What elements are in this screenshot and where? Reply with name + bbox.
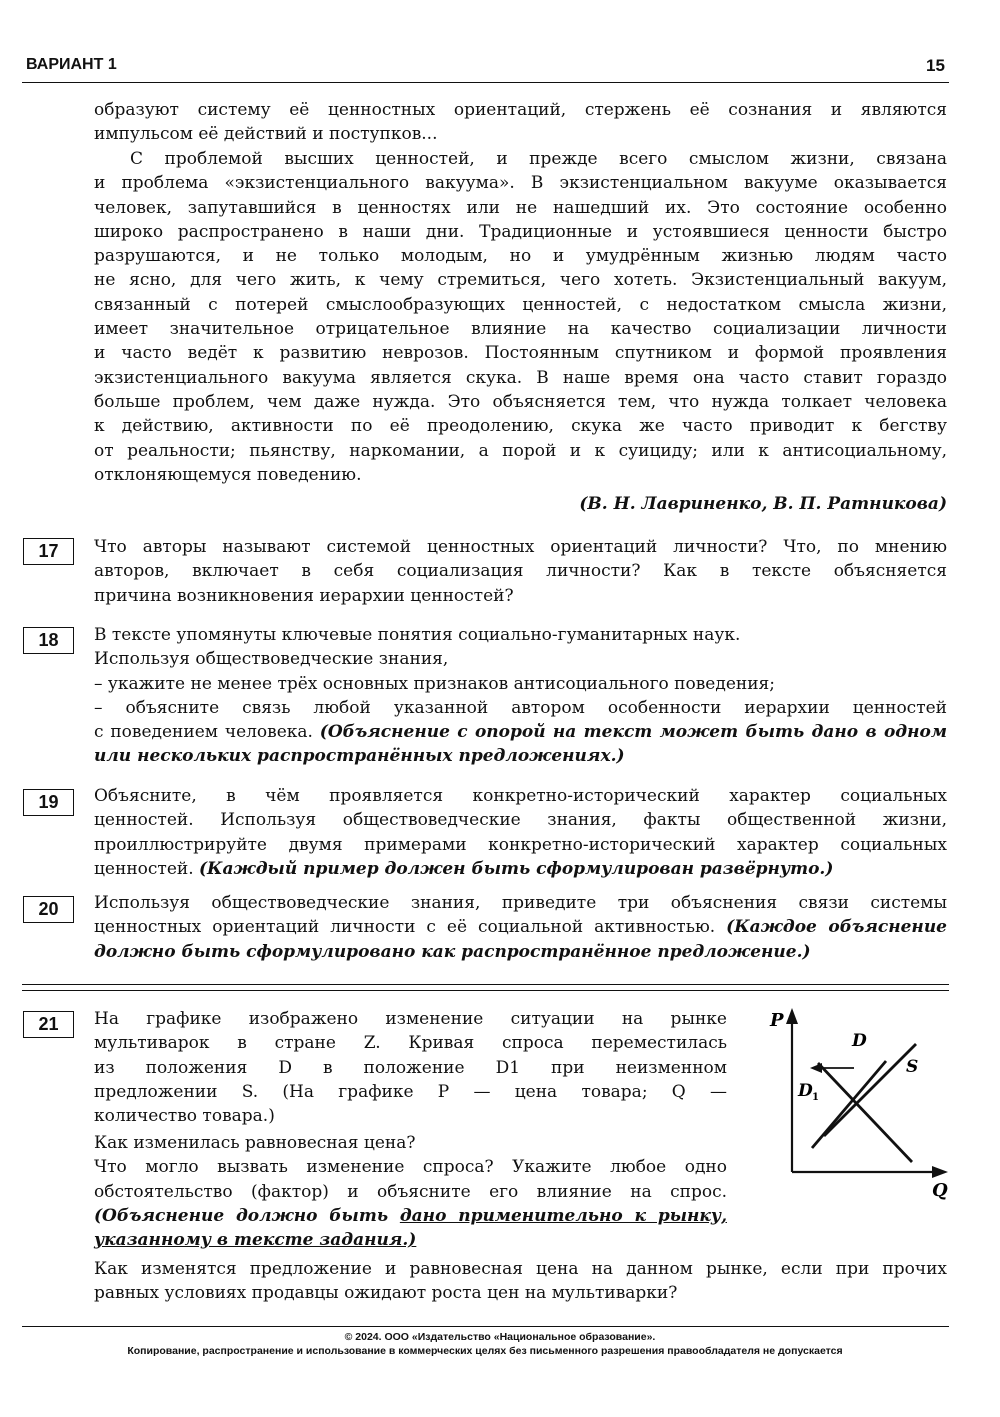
question-line: ценностей. Используя обществоведческие знания, факты общественной жизни, (94, 810, 947, 831)
question-text: ценностных ориентаций личности с её социальной активностью. (94, 917, 727, 938)
question-line: На графике изображено изменение ситуации на рынке (94, 1009, 727, 1029)
section-divider (22, 990, 949, 991)
question-line: – укажите не менее трёх основных признаков антисоциального поведения; (94, 673, 775, 694)
text-paragraph-2 (94, 147, 947, 487)
attribution: (В. Н. Лавриненко, В. П. Ратникова) (579, 494, 947, 514)
question-text: ценностей. (94, 858, 200, 879)
question-line (94, 857, 947, 881)
question-line: причина возникновения иерархии ценностей? (94, 585, 514, 606)
question-line: Как изменилась равновесная цена? (94, 1133, 416, 1153)
axis-label-p: P (770, 1010, 784, 1031)
question-line: равных условиях продавцы ожидают роста цен на мультиварки? (94, 1283, 678, 1304)
question-line: проиллюстрируйте двумя примерами конкретно-исторический характер социальных (94, 834, 947, 855)
question-20 (94, 891, 947, 964)
question-note: (Объяснение с опорой на текст может быть дано в одном (319, 722, 948, 743)
question-line: предложении S. (На графике P — цена товара; Q — (94, 1081, 727, 1102)
footer-rule (22, 1326, 949, 1327)
question-line: авторов, включает в себя социализация личности? Как в тексте объясняется (94, 561, 947, 582)
question-text: с поведением человека. (94, 722, 320, 743)
curve-label-d1: D (798, 1081, 813, 1101)
text-line: не ясно, для чего жить, к чему стремиться, чего хотеть. Экзистенциальный вакуум, (94, 270, 947, 291)
text-line: связанный с потерей смыслообразующих ценностей, с недостатком смысла жизни, (94, 294, 947, 315)
demand-curve-d1 (812, 1061, 886, 1148)
text-line: к действию, активности по её преодолению, скука же часто приводит к бегству (94, 416, 947, 437)
text-line: экзистенциального вакуума является скука. В наше время она часто ставит гораздо (94, 367, 947, 388)
page-number: 15 (926, 56, 945, 75)
question-line: из положения D в положение D1 при неизменном (94, 1057, 727, 1078)
header-rule (22, 82, 949, 83)
question-number-19: 19 (23, 789, 74, 816)
text-line: и проблема «экзистенциального вакуума». В экзистенциальном вакууме оказывается (94, 173, 947, 194)
supply-curve (818, 1063, 912, 1162)
curve-label-s: S (906, 1057, 919, 1077)
question-line: Как изменятся предложение и равновесная цена на данном рынке, если при прочих (94, 1259, 947, 1279)
question-21-final (94, 1257, 947, 1306)
question-note-underlined: дано применительно к рынку, (399, 1205, 727, 1226)
text-line: имеет значительное отрицательное влияние на качество социализации личности (94, 319, 947, 340)
question-note (94, 1204, 727, 1228)
shift-arrow-head (810, 1063, 822, 1073)
supply-demand-graph (760, 1004, 980, 1204)
question-note-text: (Объяснение должно быть (94, 1205, 400, 1226)
text-line: человек, запутавшийся в ценностях или не нашедший их. Это состояние особенно (94, 197, 947, 218)
variant-label: ВАРИАНТ 1 (26, 56, 117, 73)
question-number-21: 21 (23, 1011, 74, 1038)
x-axis-arrow (932, 1166, 948, 1178)
text-line: и часто ведёт к развитию неврозов. Постоянным спутником и формой проявления (94, 343, 947, 364)
question-note: (Каждый пример должен быть сформулирован развёрнуто.) (199, 858, 834, 879)
question-note-underlined: указанному в тексте задания.) (94, 1230, 417, 1251)
question-line: мультиварок в стране Z. Кривая спроса переместилась (94, 1033, 727, 1054)
question-18 (94, 623, 947, 769)
question-line: Что могло вызвать изменение спроса? Укажите любое одно (94, 1157, 727, 1178)
footer-copyright: © 2024. ООО «Издательство «Национальное образование». (344, 1331, 656, 1343)
question-21-asks (94, 1131, 727, 1252)
question-line: В тексте упомянуты ключевые понятия социально-гуманитарных наук. (94, 625, 741, 645)
y-axis-arrow (786, 1008, 798, 1024)
question-line: Что авторы называют системой ценностных ориентаций личности? Что, по мнению (94, 537, 947, 557)
text-line: больше проблем, чем даже нужда. Это объясняется тем, что нужда толкает человека (94, 391, 947, 412)
question-line: Используя обществоведческие знания, (94, 649, 449, 670)
text-line: отклоняющемуся поведению. (94, 464, 362, 485)
question-19 (94, 784, 947, 881)
question-line: Объясните, в чём проявляется конкретно-исторический характер социальных (94, 786, 947, 806)
question-number-18: 18 (23, 627, 74, 654)
question-line: – объясните связь любой указанной автором особенности иерархии ценностей (94, 697, 947, 718)
footer-notice: Копирование, распространение и использование в коммерческих целях без письменного разрешения правообладателя не допускается (127, 1345, 843, 1357)
text-line: импульсом её действий и поступков... (94, 124, 438, 145)
text-line: широко распространено в наши дни. Традиционные и устоявшиеся ценности быстро (94, 221, 947, 242)
question-line: количество товара.) (94, 1106, 275, 1127)
curve-label-d: D (852, 1031, 867, 1051)
question-17 (94, 535, 947, 608)
text-line: С проблемой высших ценностей, и прежде всего смыслом жизни, связана (130, 149, 947, 169)
curve-label-d1-subscript: 1 (812, 1092, 819, 1103)
question-note: (Каждое объяснение (726, 917, 947, 938)
question-note: или нескольких распространённых предложениях.) (94, 746, 625, 767)
question-number-20: 20 (23, 896, 74, 923)
demand-curve-d (824, 1044, 919, 1136)
text-line: разрушаются, и не только молодым, но и умудрённым жизнью людям часто (94, 246, 947, 267)
question-number-17: 17 (23, 538, 74, 565)
text-line: от реальности; пьянству, наркомании, а порой и к суициду; или к антисоциальному, (94, 440, 947, 461)
question-21-intro (94, 1007, 727, 1128)
question-note: должно быть сформулировано как распространённое предложение.) (94, 941, 811, 962)
section-divider (22, 984, 949, 985)
question-line: обстоятельство (фактор) и объясните его влияние на спрос. (94, 1181, 727, 1202)
axis-label-q: Q (932, 1180, 948, 1201)
question-line (94, 915, 947, 939)
text-line: образуют систему её ценностных ориентаций, стержень её сознания и являются (94, 100, 947, 120)
question-line (94, 720, 947, 744)
question-line: Используя обществоведческие знания, приведите три объяснения связи системы (94, 893, 947, 913)
text-paragraph-1 (94, 98, 947, 147)
